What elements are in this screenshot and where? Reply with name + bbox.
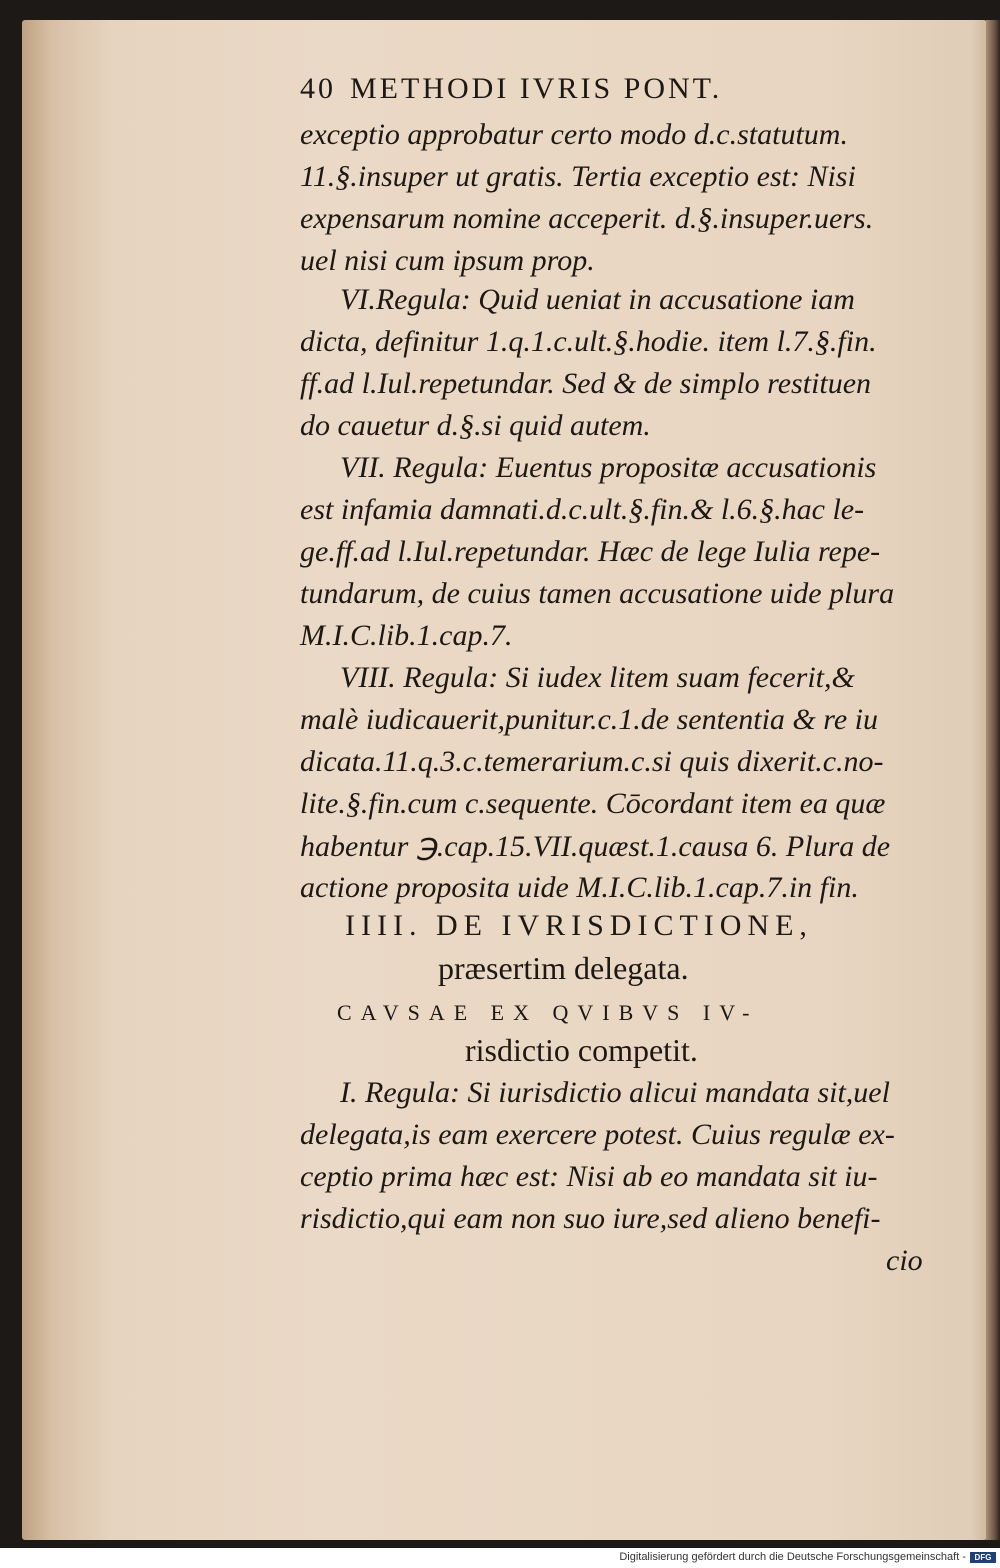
body-line: M.I.C.lib.1.cap.7. [300, 619, 513, 652]
body-line: habentur ℈.cap.15.VII.quæst.1.causa 6. Plura de [300, 830, 891, 863]
body-line: dicta, definitur 1.q.1.c.ult.§.hodie. item l.7.§.fin. [300, 325, 877, 358]
section-subheading: CAVSAE EX QVIBVS IV- [337, 1000, 759, 1025]
body-line: 11.§.insuper ut gratis. Tertia exceptio est: Nisi [300, 160, 856, 193]
page-number: 40 [300, 72, 336, 105]
body-line: ge.ff.ad l.Iul.repetundar. Hæc de lege Iulia repe- [300, 535, 881, 568]
body-line: lite.§.fin.cum c.sequente. Cōcordant item ea quæ [300, 787, 886, 820]
section-subheading-cont: risdictio competit. [465, 1032, 698, 1068]
body-line: do cauetur d.§.si quid autem. [300, 409, 651, 442]
body-line: actione proposita uide M.I.C.lib.1.cap.7.in fin. [300, 871, 859, 904]
body-line: est infamia damnati.d.c.ult.§.fin.& l.6.§.hac le- [300, 493, 865, 526]
dfg-logo-icon: DFG [970, 1552, 996, 1563]
running-head [300, 72, 900, 106]
body-line: VIII. Regula: Si iudex litem suam fecerit,& [340, 661, 855, 694]
page-edge [986, 20, 1000, 1540]
section-line: I. Regula: Si iurisdictio alicui mandata sit,uel [340, 1076, 890, 1109]
body-line: malè iudicauerit,punitur.c.1.de sententia & re iu [300, 703, 878, 736]
body-line: tundarum, de cuius tamen accusatione uide plura [300, 577, 895, 610]
catchword: cio [886, 1244, 923, 1277]
body-line: VI.Regula: Quid ueniat in accusatione iam [340, 283, 855, 316]
body-line: uel nisi cum ipsum prop. [300, 244, 595, 277]
digitization-footer [0, 1548, 1000, 1568]
running-head-title: METHODI IVRIS PONT. [350, 72, 723, 105]
section-heading-sub: præsertim delegata. [438, 950, 689, 986]
body-line: dicata.11.q.3.c.temerarium.c.si quis dixerit.c.no- [300, 745, 884, 778]
footer-credit: Digitalisierung gefördert durch die Deutsche Forschungsgemeinschaft - [619, 1551, 966, 1563]
section-line: delegata,is eam exercere potest. Cuius regulæ ex- [300, 1118, 895, 1151]
body-line: expensarum nomine acceperit. d.§.insuper.uers. [300, 202, 874, 235]
section-line: risdictio,qui eam non suo iure,sed alieno benefi- [300, 1202, 881, 1235]
body-line: ff.ad l.Iul.repetundar. Sed & de simplo restituen [300, 367, 872, 400]
body-line: VII. Regula: Euentus propositæ accusationis [340, 451, 877, 484]
section-line: ceptio prima hæc est: Nisi ab eo mandata sit iu- [300, 1160, 878, 1193]
body-line: exceptio approbatur certo modo d.c.statutum. [300, 118, 848, 151]
section-heading: IIII. DE IVRISDICTIONE, [345, 909, 813, 942]
